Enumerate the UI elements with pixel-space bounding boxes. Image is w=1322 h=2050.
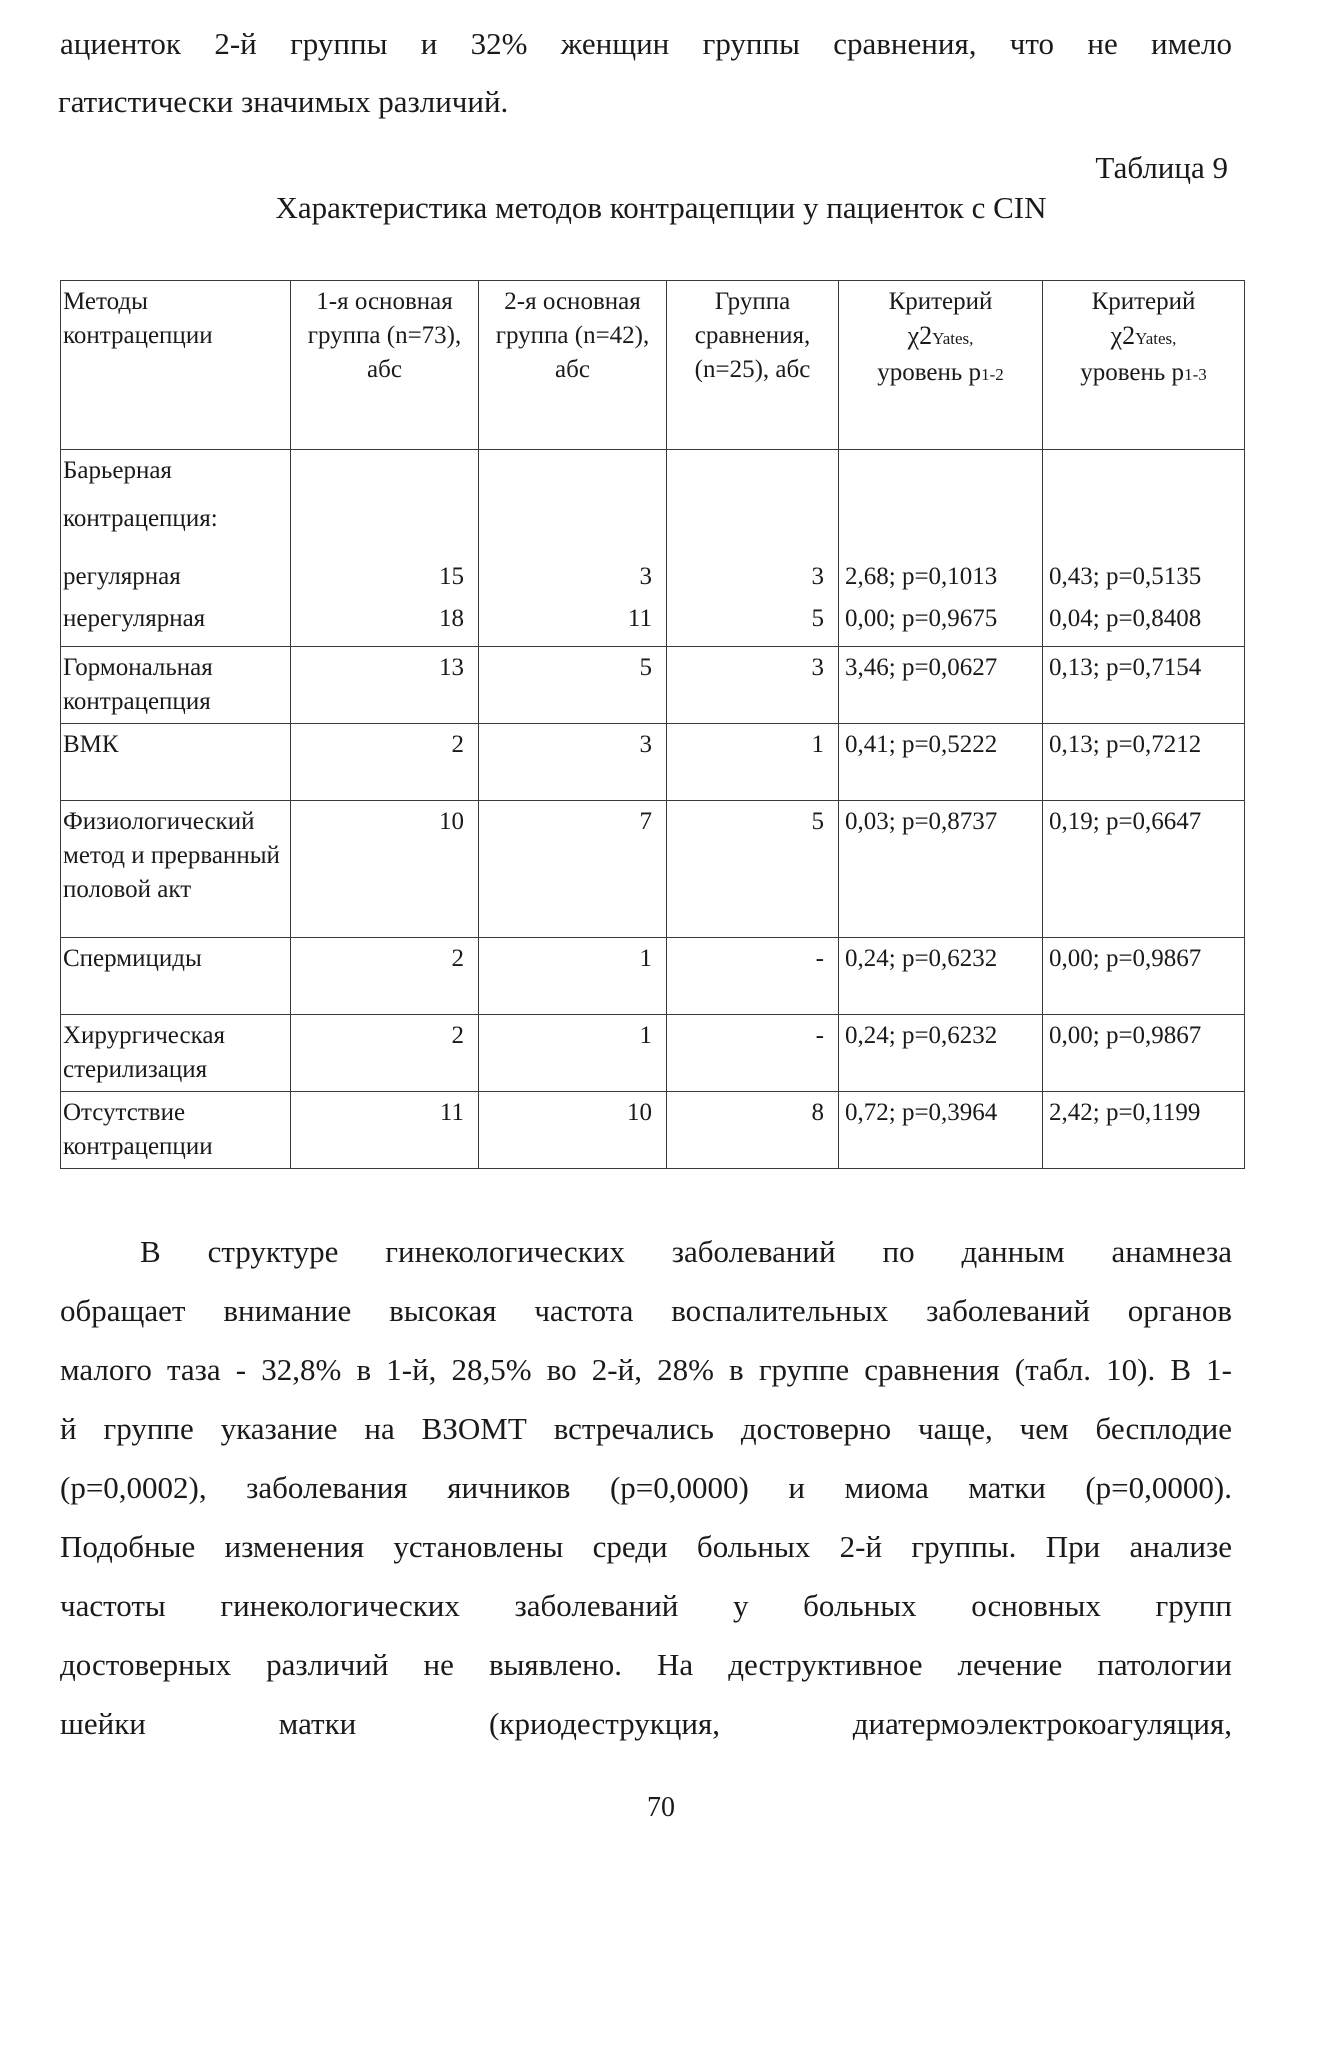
criterion-1-2-value: 0,03; p=0,8737 [839, 801, 1043, 938]
table-row [61, 1092, 1245, 1169]
paragraph-line-6: Подобные изменения установлены среди больных 2-й группы. При анализе [60, 1529, 1232, 1564]
comparison-value: - [667, 1015, 839, 1092]
method-name: Спермициды [61, 938, 291, 1015]
method-name: Физиологический метод и прерванный половой акт [61, 801, 291, 938]
criterion-1-3-value: 0,43; p=0,5135 [1043, 556, 1245, 598]
paragraph-line-2: обращает внимание высокая частота воспалительных заболеваний органов [60, 1293, 1232, 1328]
table-row-barrier-heading [61, 450, 1245, 557]
table-row [61, 647, 1245, 724]
comparison-value: 3 [667, 556, 839, 598]
paragraph-line-4: й группе указание на ВЗОМТ встречались достоверно чаще, чем бесплодие [60, 1411, 1232, 1446]
group1-value: 2 [291, 724, 479, 801]
empty-cell [291, 450, 479, 557]
crit13-label: Критерий [1091, 288, 1196, 315]
method-name: Отсутствие контрацепции [61, 1092, 291, 1169]
empty-cell [1043, 450, 1245, 557]
method-name: Гормональная контрацепция [61, 647, 291, 724]
crit12-sub: 1-2 [981, 365, 1004, 384]
paragraph-line-3: малого таза - 32,8% в 1-й, 28,5% во 2-й, 28% в группе сравнения (табл. 10). В 1- [60, 1352, 1232, 1387]
group2-value: 3 [479, 556, 667, 598]
header-criterion-1-3 [1043, 281, 1245, 450]
criterion-1-2-value: 2,68; p=0,1013 [839, 556, 1043, 598]
group1-value: 18 [291, 598, 479, 647]
method-name: нерегулярная [61, 598, 291, 647]
comparison-value: 8 [667, 1092, 839, 1169]
group1-value: 15 [291, 556, 479, 598]
crit12-level: уровень p [877, 359, 982, 386]
criterion-1-2-value: 0,72; p=0,3964 [839, 1092, 1043, 1169]
table-row [61, 801, 1245, 938]
criterion-1-2-value: 3,46; p=0,0627 [839, 647, 1043, 724]
criterion-1-3-value: 0,13; p=0,7154 [1043, 647, 1245, 724]
comparison-value: 5 [667, 598, 839, 647]
criterion-1-2-value: 0,24; p=0,6232 [839, 1015, 1043, 1092]
method-name: Хирургическая стерилизация [61, 1015, 291, 1092]
group2-value: 7 [479, 801, 667, 938]
group2-value: 3 [479, 724, 667, 801]
barrier-label-1: Барьерная [63, 457, 172, 484]
table-row [61, 724, 1245, 801]
contraception-table [60, 280, 1245, 1169]
criterion-1-2-value: 0,00; p=0,9675 [839, 598, 1043, 647]
criterion-1-2-value: 0,41; p=0,5222 [839, 724, 1043, 801]
group1-value: 13 [291, 647, 479, 724]
header-criterion-1-2 [839, 281, 1043, 450]
empty-cell [839, 450, 1043, 557]
paragraph-line-5: (p=0,0002), заболевания яичников (p=0,0000) и миома матки (p=0,0000). [60, 1470, 1232, 1505]
group1-value: 11 [291, 1092, 479, 1169]
paragraph-line-9: шейки матки (криодеструкция, диатермоэлектрокоагуляция, [60, 1706, 1232, 1741]
empty-cell [479, 450, 667, 557]
paragraph-line-7: частоты гинекологических заболеваний у больных основных групп [60, 1588, 1232, 1623]
paragraph-line-8: достоверных различий не выявлено. На деструктивное лечение патологии [60, 1647, 1232, 1682]
table-row [61, 1015, 1245, 1092]
comparison-value: - [667, 938, 839, 1015]
header-group1: 1-я основная группа (n=73), абс [291, 281, 479, 450]
table-header-row [61, 281, 1245, 450]
page-number: 70 [647, 1792, 675, 1823]
group2-value: 1 [479, 1015, 667, 1092]
barrier-label [61, 450, 291, 557]
crit13-yates: Yates, [1135, 329, 1177, 348]
table-row [61, 598, 1245, 647]
intro-line-1: ациенток 2-й группы и 32% женщин группы сравнения, что не имело [60, 26, 1232, 61]
header-methods: Методы контрацепции [61, 281, 291, 450]
empty-cell [667, 450, 839, 557]
comparison-value: 3 [667, 647, 839, 724]
criterion-1-3-value: 0,00; p=0,9867 [1043, 938, 1245, 1015]
table-title: Характеристика методов контрацепции у пациенток с CIN [275, 190, 1047, 225]
crit13-chi: χ2 [1110, 321, 1136, 350]
barrier-label-2: контрацепция: [63, 505, 218, 532]
criterion-1-3-value: 0,19; p=0,6647 [1043, 801, 1245, 938]
criterion-1-3-value: 0,04; p=0,8408 [1043, 598, 1245, 647]
table-row [61, 556, 1245, 598]
intro-line-2: гатистически значимых различий. [58, 84, 509, 119]
header-comparison: Группа сравнения, (n=25), абс [667, 281, 839, 450]
group2-value: 5 [479, 647, 667, 724]
comparison-value: 5 [667, 801, 839, 938]
method-name: ВМК [61, 724, 291, 801]
paragraph-line-1: В структуре гинекологических заболеваний по данным анамнеза [140, 1234, 1232, 1269]
criterion-1-2-value: 0,24; p=0,6232 [839, 938, 1043, 1015]
crit13-sub: 1-3 [1184, 365, 1207, 384]
comparison-value: 1 [667, 724, 839, 801]
table-row [61, 938, 1245, 1015]
criterion-1-3-value: 0,00; p=0,9867 [1043, 1015, 1245, 1092]
group1-value: 10 [291, 801, 479, 938]
criterion-1-3-value: 2,42; p=0,1199 [1043, 1092, 1245, 1169]
crit12-chi: χ2 [907, 321, 933, 350]
group2-value: 11 [479, 598, 667, 647]
criterion-1-3-value: 0,13; p=0,7212 [1043, 724, 1245, 801]
crit12-yates: Yates, [932, 329, 974, 348]
table-number: Таблица 9 [1095, 150, 1228, 185]
crit13-level: уровень p [1080, 359, 1185, 386]
group1-value: 2 [291, 938, 479, 1015]
group1-value: 2 [291, 1015, 479, 1092]
group2-value: 10 [479, 1092, 667, 1169]
group2-value: 1 [479, 938, 667, 1015]
crit12-label: Критерий [888, 288, 993, 315]
header-group2: 2-я основная группа (n=42), абс [479, 281, 667, 450]
method-name: регулярная [61, 556, 291, 598]
